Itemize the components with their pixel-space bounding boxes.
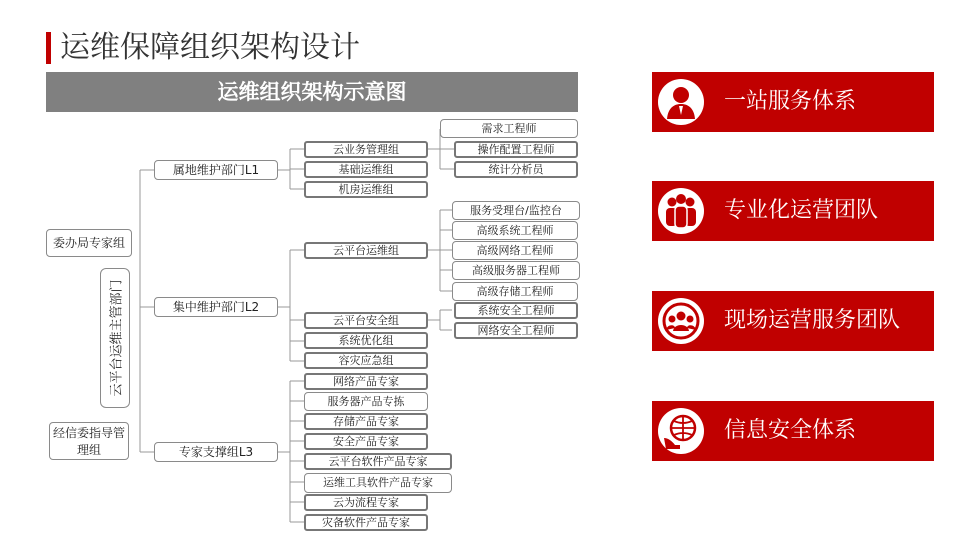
main-department-box: [100, 268, 130, 408]
committee-box: 委办局专家组: [46, 229, 132, 257]
department-l2: 集中维护部门L2: [154, 297, 278, 317]
card-label: 现场运营服务团队: [724, 308, 901, 333]
diagram-header: 运维组织架构示意图: [46, 72, 578, 112]
department-l1: 属地维护部门L1: [154, 160, 278, 180]
person-icon: [658, 79, 704, 125]
card-label: 一站服务体系: [724, 89, 857, 114]
team-icon: [658, 188, 704, 234]
expert-process: 云为流程专家: [304, 494, 428, 511]
card-one-stop-service: [652, 72, 934, 132]
group-icon: [658, 298, 704, 344]
expert-backup-software: 灾备软件产品专家: [304, 514, 428, 531]
expert-network-product: 网络产品专家: [304, 373, 428, 390]
group-datacenter-ops: 机房运维组: [304, 181, 428, 198]
role-service-desk: 服务受理台/监控台: [452, 201, 580, 220]
role-senior-storage-engineer: 高级存储工程师: [452, 282, 578, 301]
main-department-label: 云平台运维主管部门: [109, 279, 125, 397]
card-label: 专业化运营团队: [724, 198, 879, 223]
card-professional-team: [652, 181, 934, 241]
role-senior-system-engineer: 高级系统工程师: [452, 221, 578, 240]
role-senior-server-engineer: 高级服务器工程师: [452, 261, 580, 280]
globe-hand-icon: [658, 408, 704, 454]
page-title: 运维保障组织架构设计: [60, 30, 360, 65]
group-cloud-business: 云业务管理组: [304, 141, 428, 158]
role-senior-network-engineer: 高级网络工程师: [452, 241, 578, 260]
guide-box: 经信委指导管理组: [49, 422, 129, 460]
card-label: 信息安全体系: [724, 418, 857, 443]
card-onsite-team: [652, 291, 934, 351]
expert-ops-tools: 运维工具软件产品专家: [304, 473, 452, 493]
expert-storage-product: 存储产品专家: [304, 413, 428, 430]
group-disaster-recovery: 容灾应急组: [304, 352, 428, 369]
role-network-security-engineer: 网络安全工程师: [454, 322, 578, 339]
expert-cloud-software: 云平台软件产品专家: [304, 453, 452, 470]
role-requirement-engineer: 需求工程师: [440, 119, 578, 138]
group-system-optimization: 系统优化组: [304, 332, 428, 349]
expert-server-product: 服务器产品专拣: [304, 392, 428, 411]
role-system-security-engineer: 系统安全工程师: [454, 302, 578, 319]
department-l3: 专家支撑组L3: [154, 442, 278, 462]
card-info-security: [652, 401, 934, 461]
group-basic-ops: 基础运维组: [304, 161, 428, 178]
group-cloud-security: 云平台安全组: [304, 312, 428, 329]
expert-security-product: 安全产品专家: [304, 433, 428, 450]
role-statistics-analyst: 统计分析员: [454, 161, 578, 178]
role-config-engineer: 操作配置工程师: [454, 141, 578, 158]
group-cloud-platform-ops: 云平台运维组: [304, 242, 428, 259]
